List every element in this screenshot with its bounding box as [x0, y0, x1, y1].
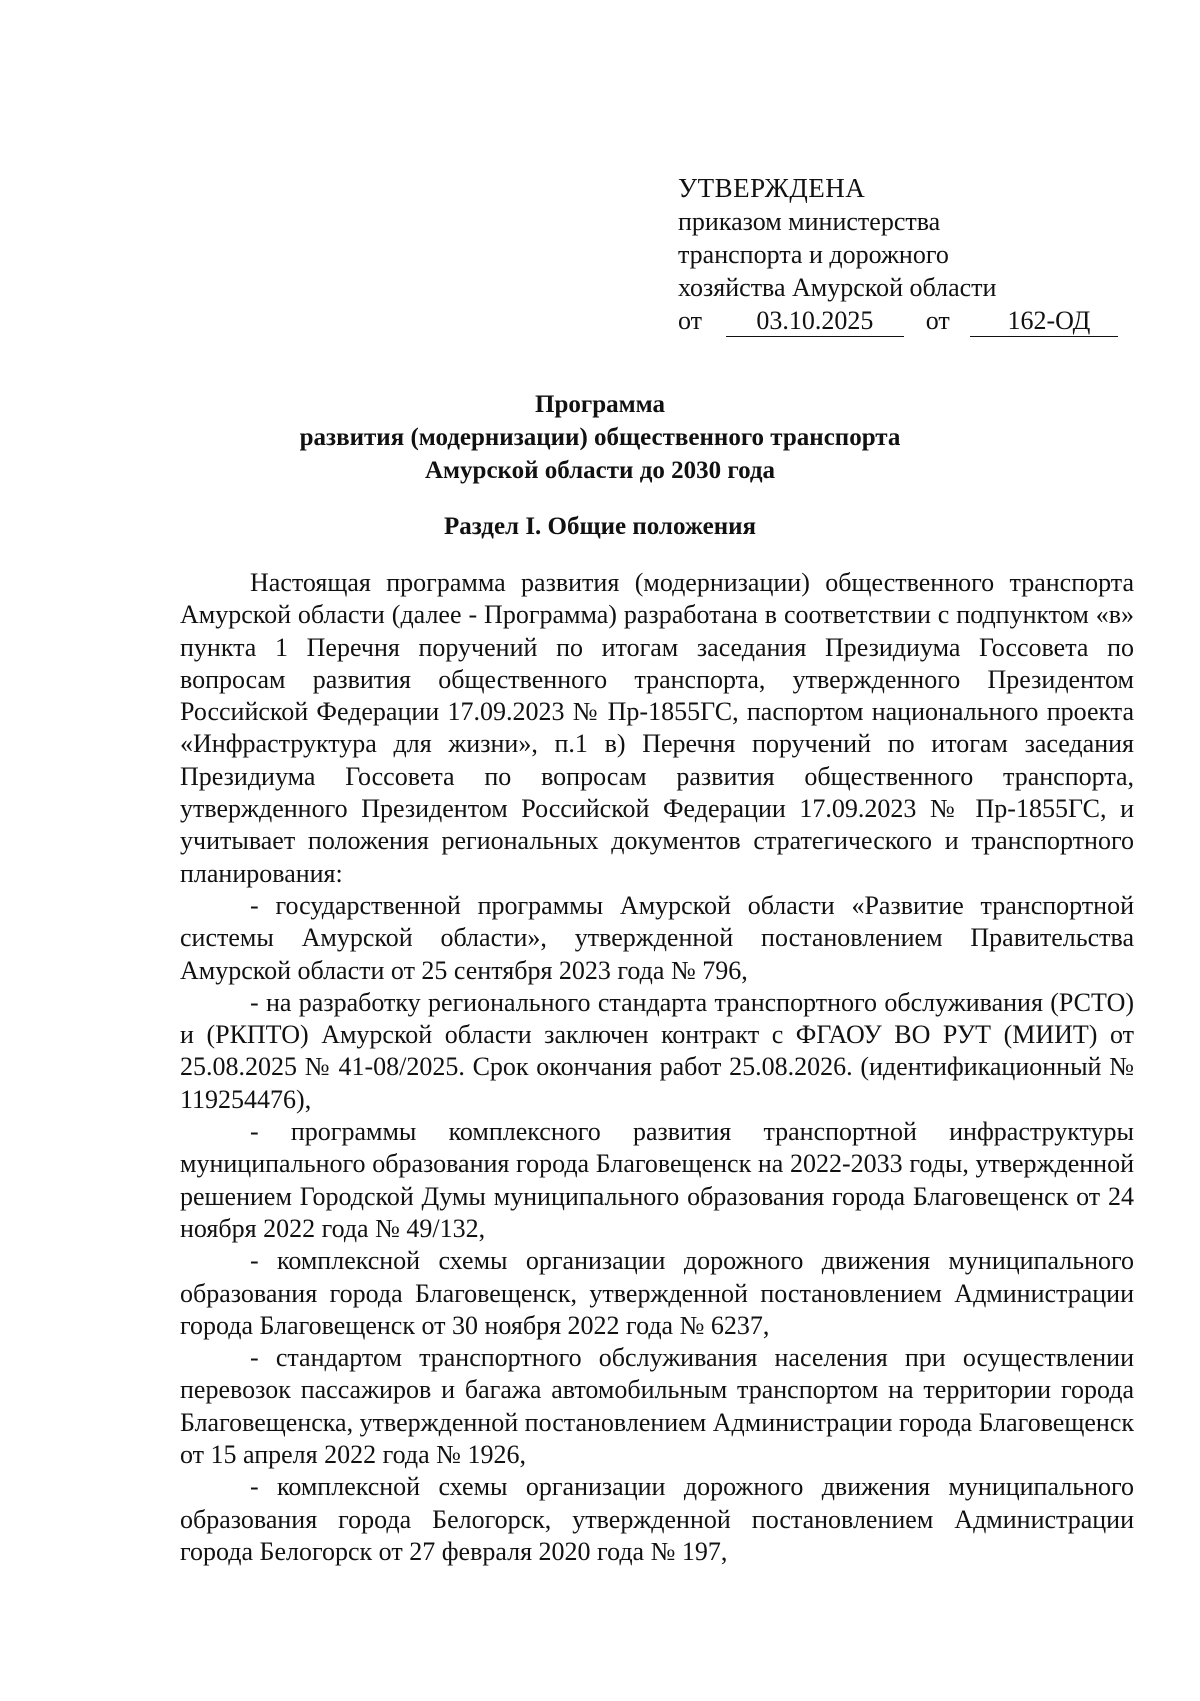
approval-line-2: транспорта и дорожного [678, 240, 949, 269]
list-item: - комплексной схемы организации дорожного движения муниципального образования города Благовещенск, утвержденной постановлением Администрации города Благовещенск от 30 ноября 2022 года № 6237, [180, 1246, 1134, 1340]
approval-date: 03.10.2025 [726, 306, 904, 337]
number-label: от [925, 306, 950, 335]
list-item: - программы комплексного развития транспортной инфраструктуры муниципального образования города Благовещенск на 2022-2033 годы, утвержденной решением Городской Думы муниципального образования города Благовещенск от 24 ноября 2022 года № 49/132, [180, 1117, 1134, 1243]
section-heading: Раздел I. Общие положения [443, 513, 757, 540]
title-line-3: Амурской области до 2030 года [424, 457, 776, 484]
approval-number: 162-ОД [970, 306, 1118, 337]
approval-line-3: хозяйства Амурской области [678, 273, 997, 302]
list-item: - на разработку регионального стандарта транспортного обслуживания (РСТО) и (РКПТО) Амурской области заключен контракт с ФГАОУ ВО РУТ (МИИТ) от 25.08.2025 № 41-08/2025. Срок окончания работ 25.08.2026. (идентификационный № 119254476), [180, 987, 1134, 1114]
approval-block [678, 172, 1118, 337]
intro-paragraph: Настоящая программа развития (модернизации) общественного транспорта Амурской области (далее - Программа) разработана в соответствии с подпунктом «в» пункта 1 Перечня поручений по итогам заседания Президиума Госсовета по вопросам развития общественного транспорта, утвержденного Президентом Российской Федерации 17.09.2023 № Пр-1855ГС, паспортом национального проекта «Инфраструктура для жизни», п.1 в) Перечня поручений по итогам заседания Президиума Госсовета по вопросам развития общественного транспорта, утвержденного Президентом Российской Федерации 17.09.2023 № Пр-1855ГС, и учитывает положения региональных документов стратегического и транспортного планирования: [180, 568, 1134, 888]
title-line-2: развития (модернизации) общественного транспорта [299, 424, 901, 451]
date-label: от [678, 306, 703, 335]
document-body [180, 567, 1134, 1568]
title-line-1: Программа [535, 391, 665, 418]
document-title [0, 388, 1200, 487]
approval-stamp: УТВЕРЖДЕНА [678, 173, 866, 203]
approval-line-1: приказом министерства [678, 207, 941, 236]
list-item: - комплексной схемы организации дорожного движения муниципального образования города Белогорск, утвержденной постановлением Администрации города Белогорск от 27 февраля 2020 года № 197, [180, 1472, 1134, 1566]
list-item: - стандартом транспортного обслуживания населения при осуществлении перевозок пассажиров и багажа автомобильным транспортом на территории города Благовещенска, утвержденной постановлением Администрации города Благовещенск от 15 апреля 2022 года № 1926, [180, 1343, 1134, 1470]
list-item: - государственной программы Амурской области «Развитие транспортной системы Амурской области», утвержденной постановлением Правительства Амурской области от 25 сентября 2023 года № 796, [180, 890, 1134, 985]
approval-date-line [678, 304, 1118, 337]
